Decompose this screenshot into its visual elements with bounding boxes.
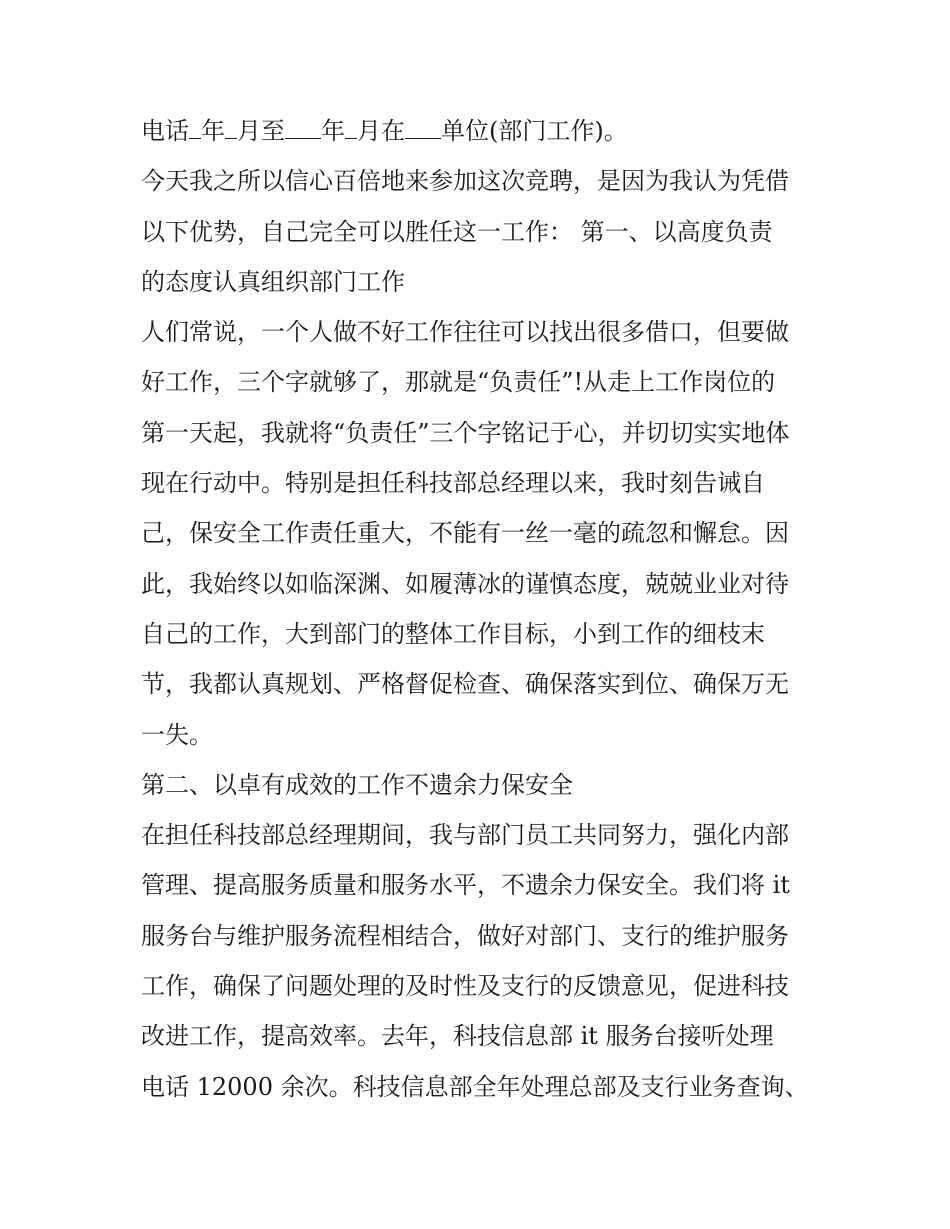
form-text-year: 年 (201, 117, 225, 145)
text-line: 一失。 (141, 720, 213, 749)
blank-field (225, 116, 237, 139)
form-text-phone: 电话 (141, 117, 189, 145)
form-line (141, 106, 813, 156)
text-line: 人们常说，一个人做不好工作往往可以找出很多借口，但要做 (141, 318, 789, 347)
text-line: 工作，确保了问题处理的及时性及支行的反馈意见，促进科技 (141, 972, 789, 1001)
document-body (141, 106, 813, 1112)
text-line: 电话 12000 余次。科技信息部全年处理总部及支行业务查询、 (141, 1072, 809, 1101)
text-line: 现在行动中。特别是担任科技部总经理以来，我时刻告诫自 (141, 469, 765, 498)
text-line: 以下优势，自己完全可以胜任这一工作： 第一、以高度负责 (141, 217, 773, 246)
text-line: 己，保安全工作责任重大，不能有一丝一毫的疏忽和懈怠。因 (141, 519, 789, 548)
text-line: 自己的工作，大到部门的整体工作目标，小到工作的细枝末 (141, 619, 765, 648)
text-line: 管理、提高服务质量和服务水平，不遗余力保安全。我们将 it (141, 871, 790, 900)
form-text-month-at: 月在 (357, 117, 405, 145)
text-line: 节，我都认真规划、严格督促检查、确保落实到位、确保万无 (141, 670, 789, 699)
text-line: 的态度认真组织部门工作 (141, 267, 405, 296)
text-line: 此，我始终以如临深渊、如履薄冰的谨慎态度，兢兢业业对待 (141, 569, 789, 598)
text-line: 服务台与维护服务流程相结合，做好对部门、支行的维护服务 (141, 921, 789, 950)
form-text-year: 年 (321, 117, 345, 145)
text-line: 改进工作，提高效率。去年，科技信息部 it 服务台接听处理 (141, 1022, 774, 1051)
blank-field (189, 116, 201, 139)
text-line: 今天我之所以信心百倍地来参加这次竞聘，是因为我认为凭借 (141, 167, 789, 196)
blank-field (345, 116, 357, 139)
text-line: 好工作，三个字就够了，那就是“负责任”!从走上工作岗位的 (141, 368, 776, 397)
text-line: 第一天起，我就将“负责任”三个字铭记于心，并切切实实地体 (141, 418, 790, 447)
blank-field (285, 116, 321, 139)
text-line: 在担任科技部总经理期间，我与部门员工共同努力，强化内部 (141, 821, 789, 850)
form-text-month-to: 月至 (237, 117, 285, 145)
blank-field (405, 116, 441, 139)
section-heading: 第二、以卓有成效的工作不遗余力保安全 (141, 770, 573, 799)
form-text-unit: 单位(部门工作)。 (441, 117, 628, 145)
